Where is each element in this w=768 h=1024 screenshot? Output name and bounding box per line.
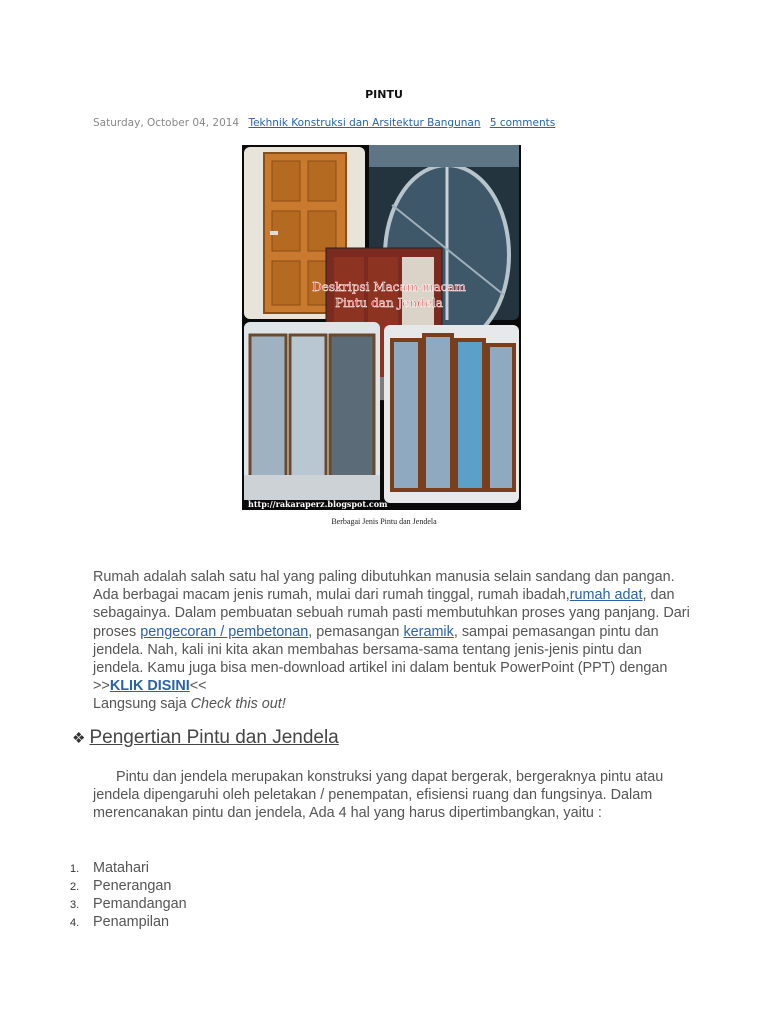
overlay-title-line1: Deskripsi Macam-macam xyxy=(312,280,466,294)
post-meta xyxy=(93,117,555,129)
list-item: 2. Penerangan xyxy=(70,878,172,894)
overlay-title-line2: Pintu dan Jendela xyxy=(335,296,443,310)
link-pengecoran[interactable]: pengecoran / pembetonan xyxy=(140,623,309,640)
considerations-list xyxy=(70,859,187,931)
section-paragraph: Pintu dan jendela merupakan konstruksi yang dapat bergerak, bergeraknya pintu atau jendela dipengaruhi oleh peletakan / penempatan, efisiensi ruang dan fungsinya. Dalam merencanakan pintu dan jendela, Ada 4 hal yang harus dipertimbangkan, yaitu : xyxy=(93,769,664,822)
list-item: 4. Penampilan xyxy=(70,914,170,930)
comments-link[interactable]: 5 comments xyxy=(489,117,556,129)
post-title: PINTU xyxy=(365,88,403,101)
image-watermark: http://rakaraperz.blogspot.com xyxy=(248,499,388,509)
section-heading xyxy=(72,727,339,749)
intro-paragraph: Rumah adalah salah satu hal yang paling dibutuhkan manusia selain sandang dan pangan. Ada berbagai macam jenis rumah, mulai dari rumah tinggal, rumah ibadah,rumah adat, dan sebagainya. Dalam pembuatan sebuah rumah pasti membutuhkan proses yang panjang. Dari proses pengecoran / pembetonan, pemasangan keramik, sampai pemasangan pintu dan jendela. Nah, kali ini kita akan membahas bersama-sama tentang jenis-jenis pintu dan jendela. Kamu juga bisa men-download artikel ini dalam bentuk PowerPoint (PPT) dengan >>KLIK DISINI<< Langsung saja Check this out! xyxy=(93,569,690,713)
check-this-out: Check this out! xyxy=(190,696,286,713)
link-keramik[interactable]: keramik xyxy=(403,623,454,640)
category-link[interactable]: Tekhnik Konstruksi dan Arsitektur Bangunan xyxy=(248,117,481,129)
collage-image xyxy=(242,145,521,510)
list-item: 1. Matahari xyxy=(70,860,149,876)
section-heading-text: Pengertian Pintu dan Jendela xyxy=(89,727,339,748)
link-klik-disini[interactable]: KLIK DISINI xyxy=(109,678,190,695)
list-item: 3. Pemandangan xyxy=(70,896,187,912)
diamond-bullet-icon: ❖ xyxy=(72,730,86,747)
figure-caption: Berbagai Jenis Pintu dan Jendela xyxy=(331,517,437,526)
post-date: Saturday, October 04, 2014 xyxy=(93,117,240,129)
doors-windows-collage xyxy=(242,145,521,510)
link-rumah-adat[interactable]: rumah adat xyxy=(569,587,643,604)
